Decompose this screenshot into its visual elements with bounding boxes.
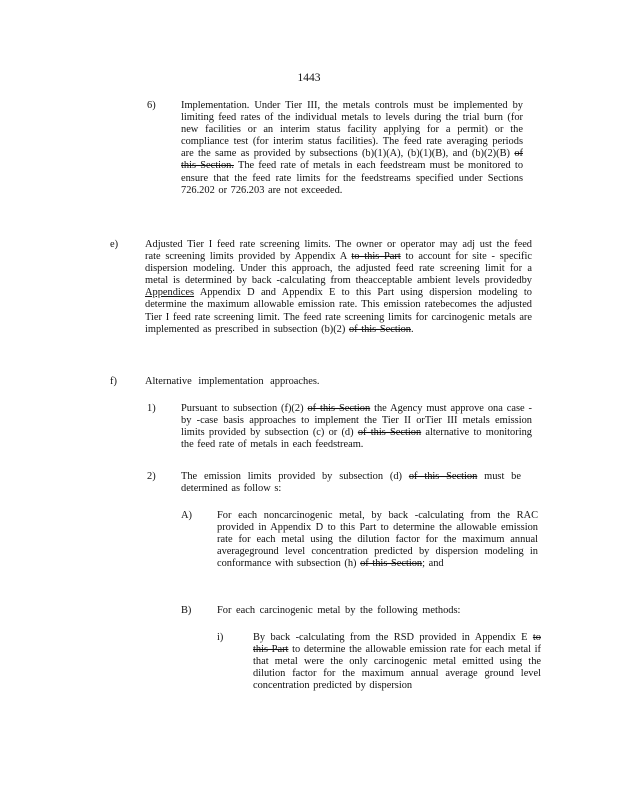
item-f-heading: Alternative implementation approaches. [145, 376, 320, 387]
item-B-label: B) [181, 605, 192, 616]
item-f-label: f) [110, 376, 117, 387]
item-i-body-2: to determine the allowable emission rate for each metal if that metal were the only carcinogenic metal emitted using the dilution factor for the maximum annual average ground level concentration predicted by dispersion [253, 644, 541, 692]
item-f2-body-1: The emission limits provided by subsection (d) [181, 471, 403, 482]
item-A-label: A) [181, 510, 192, 521]
item-6-deleted: of this Section. [181, 148, 523, 172]
page-number: 1443 [297, 72, 321, 84]
item-e-underlined: Appendices [145, 287, 195, 299]
item-e-body-3: Appendix D and Appendix E to this Part using dispersion modeling to determine the maximum allowable emission rate. This emission ratebecomes the adjusted Tier I feed rate screening limit. The feed rate screening limits for carcinogenic metals are implemented as prescribed in subsection (b)(2) [145, 287, 532, 335]
item-e-deleted-1: to this Part [351, 251, 401, 263]
item-f1-body-3: alternative to monitoring the feed rate of metals in each feedstream. [181, 427, 532, 451]
item-f2-label: 2) [147, 471, 156, 482]
item-e-label: e) [110, 239, 119, 250]
item-A-body-1: For each noncarcinogenic metal, by back -calculating from the RAC provided in Appendix D to this Part to determine the allowable emission rate for each metal using the dilution factor for the maximum annual averageground level concentration predicted by dispersion modeling in conformance with subsection (h) [217, 510, 538, 570]
item-6-body-after: The feed rate of metals in each feedstream must be monitored to ensure that the feed rate limits for the feedstreams specified under Sections 726.202 or 726.203 are not exceeded. [181, 160, 524, 196]
item-i-deleted: to this Part [253, 632, 541, 656]
item-6-body: Implementation. Under Tier III, the metals controls must be implemented by limiting feed rates of the individual metals to levels during the trial burn (for new facilities or an interim status facility applying for a permit) or the compliance test (for interim status facilities). The feed rate averaging periods are the same as provided by subsections (b)(1)(A), (b)(1)(B), and (b)(2)(B) [181, 100, 523, 160]
item-f2-deleted: of this Section [408, 471, 478, 482]
item-f1-text [181, 403, 532, 451]
item-f2-body-2: must be determined as follow s: [181, 471, 521, 495]
item-A-text [217, 510, 538, 570]
item-i-body-1: By back -calculating from the RSD provided in Appendix E [253, 632, 528, 643]
item-B-text: For each carcinogenic metal by the following methods: [217, 605, 461, 616]
item-6-label: 6) [147, 100, 156, 111]
item-f1-label: 1) [147, 403, 156, 414]
item-f2-text [181, 471, 521, 495]
item-f1-body-1: Pursuant to subsection (f)(2) [181, 403, 304, 414]
item-e-body-1: Adjusted Tier I feed rate screening limits. The owner or operator may adj ust the feed rate screening limits provided by Appendix A [145, 239, 532, 263]
item-f1-deleted-2: of this Section [357, 427, 422, 439]
item-f1-deleted-1: of this Section [307, 403, 371, 414]
item-i-text [253, 632, 541, 692]
item-A-deleted: of this Section [360, 558, 423, 570]
item-e-text [145, 239, 532, 336]
item-e-body-4: . [410, 323, 414, 335]
item-e-deleted-2: of this Section [348, 323, 411, 335]
item-6-text [181, 100, 523, 197]
item-A-body-2: ; and [422, 558, 444, 570]
item-e-body-2: to account for site - specific dispersion modeling. Under this approach, the adjusted feed rate screening limit for a metal is determined by back -calculating from theacceptable ambient levels providedby [145, 251, 532, 287]
item-f1-body-2: the Agency must approve ona case -by -case basis approaches to implement the Tier II orTier III metals emission limits provided by subsection (c) or (d) [181, 403, 533, 439]
item-i-label: i) [217, 632, 224, 643]
